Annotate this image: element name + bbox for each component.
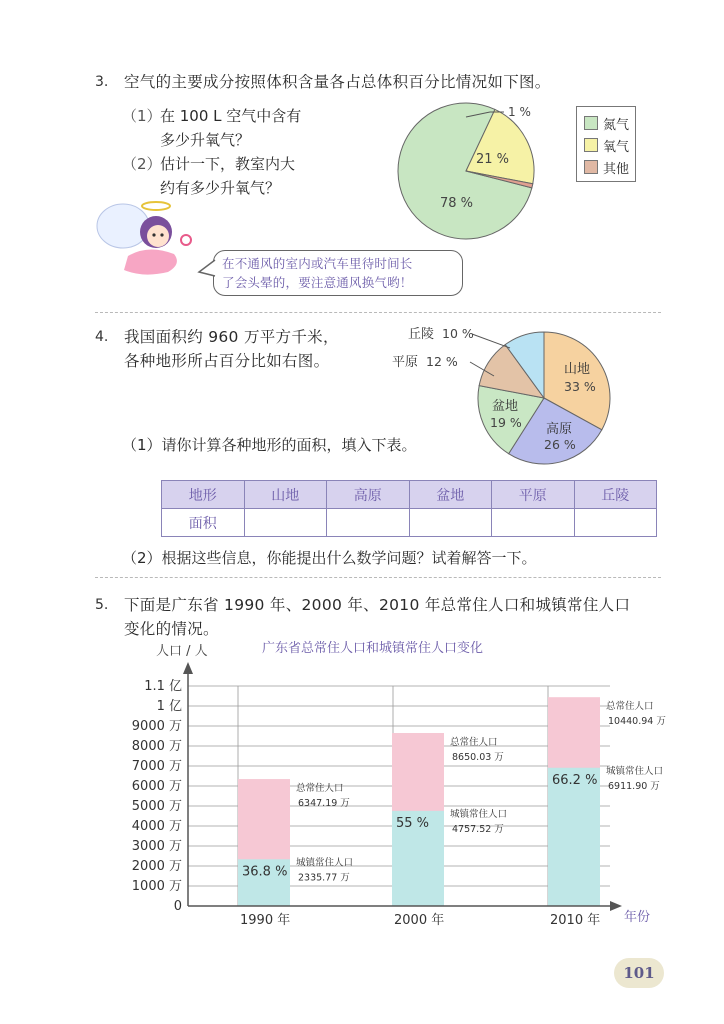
problem-5-intro-line1: 下面是广东省 1990 年、2000 年、2010 年总常住人口和城镇常住人口	[124, 596, 631, 614]
total-series-name: 总常住人口	[450, 736, 498, 748]
legend-item-nitrogen	[584, 112, 635, 134]
problem-3-q1-line1: 在 100 L 空气中含有	[160, 107, 302, 125]
legend-swatch-oxygen	[584, 138, 598, 152]
terrain-pie-chart	[380, 320, 640, 470]
problem-4-q2: （2）根据这些信息，你能提出什么数学问题？试着解答一下。	[122, 549, 537, 567]
legend-swatch-other	[584, 160, 598, 174]
table-row-label: 面积	[162, 509, 245, 537]
problem-3-number: 3.	[95, 74, 109, 90]
bar-chart-title: 广东省总常住人口和城镇常住人口变化	[262, 641, 484, 656]
bar-chart-ylabel: 人口 / 人	[156, 644, 208, 659]
x-axis-arrow-icon	[610, 901, 622, 911]
y-tick-label: 6000 万	[131, 779, 182, 794]
problem-3-q1-number: （1）	[122, 107, 162, 125]
terrain-label-plain-name: 平原	[392, 355, 419, 370]
terrain-label-basin-value: 19 %	[490, 415, 522, 430]
table-cell-basin[interactable]	[409, 509, 492, 537]
angel-body-icon	[124, 249, 177, 274]
bar-chart-xlabel: 年份	[624, 910, 651, 925]
problem-5-number: 5.	[95, 597, 109, 613]
problem-4-intro-line1: 我国面积约 960 万平方千米，	[124, 328, 339, 346]
air-pie-label-oxygen: 21 %	[476, 152, 510, 167]
total-value-label: 8650.03 万	[452, 751, 504, 763]
table-header-cell: 盆地	[409, 481, 492, 509]
x-tick-label: 2010 年	[550, 913, 601, 928]
table-cell-plain[interactable]	[492, 509, 575, 537]
air-pie-label-nitrogen: 78 %	[440, 196, 474, 211]
table-row	[162, 509, 657, 537]
legend-label-nitrogen: 氮气	[603, 117, 630, 133]
table-cell-mountain[interactable]	[244, 509, 327, 537]
legend-label-other: 其他	[603, 161, 630, 177]
problem-3-intro: 空气的主要成分按照体积含量各占总体积百分比情况如下图。	[124, 73, 551, 91]
y-tick-label: 5000 万	[131, 799, 182, 814]
urban-series-name: 城镇常住人口	[606, 765, 664, 777]
terrain-label-plain-value: 12 %	[426, 354, 458, 369]
problem-4-intro-line2: 各种地形所占百分比如右图。	[124, 352, 330, 370]
terrain-label-mountain-name: 山地	[564, 362, 591, 377]
problem-5-intro-line2: 变化的情况。	[124, 620, 219, 638]
urban-series-name: 城镇常住人口	[450, 808, 508, 820]
angel-ring-icon	[181, 235, 191, 245]
legend-item-other	[584, 156, 635, 178]
urban-value-label: 2335.77 万	[298, 872, 350, 884]
problem-3-q1-line2: 多少升氧气？	[160, 131, 251, 149]
problem-3-q2-line2: 约有多少升氧气？	[160, 179, 281, 197]
page-number: 101	[614, 958, 664, 988]
urban-series-name: 城镇常住人口	[296, 857, 354, 869]
y-tick-label: 1.1 亿	[144, 679, 182, 694]
terrain-label-hill-name: 丘陵	[408, 327, 435, 342]
total-series-name: 总常住人口	[296, 783, 344, 795]
terrain-label-plateau-name: 高原	[546, 422, 573, 437]
y-tick-label: 1000 万	[131, 879, 182, 894]
bubble-tail	[197, 258, 217, 280]
legend-item-oxygen	[584, 134, 635, 156]
terrain-leader-hill	[472, 334, 510, 348]
y-tick-label: 2000 万	[131, 859, 182, 874]
table-header-cell: 丘陵	[574, 481, 657, 509]
x-tick-label: 2000 年	[394, 913, 445, 928]
total-value-label: 10440.94 万	[608, 716, 666, 728]
y-tick-label: 3000 万	[131, 839, 182, 854]
y-tick-label: 9000 万	[131, 719, 182, 734]
table-header-cell: 平原	[492, 481, 575, 509]
y-tick-label: 0	[173, 899, 182, 914]
y-tick-label: 7000 万	[131, 759, 182, 774]
air-pie-label-other: 1 %	[508, 105, 531, 119]
table-cell-hill[interactable]	[574, 509, 657, 537]
bubble-line-2: 了会头晕的，要注意通风换气哟！	[222, 275, 413, 290]
y-axis-arrow-icon	[183, 662, 193, 674]
urban-percent-label: 66.2 %	[552, 772, 598, 788]
population-bar-chart	[110, 636, 670, 936]
table-header-row	[162, 481, 657, 509]
air-pie-chart	[390, 95, 570, 255]
angel-face-icon	[147, 225, 169, 247]
problem-3-q2-line1: 估计一下，教室内大	[160, 155, 296, 173]
terrain-label-plateau-value: 26 %	[544, 437, 576, 452]
urban-value-label: 4757.52 万	[452, 823, 504, 835]
x-tick-label: 1990 年	[240, 913, 291, 928]
table-cell-plateau[interactable]	[327, 509, 410, 537]
legend-label-oxygen: 氧气	[603, 139, 630, 155]
urban-percent-label: 36.8 %	[242, 864, 288, 880]
divider-1	[95, 312, 661, 313]
legend-swatch-nitrogen	[584, 116, 598, 130]
problem-3-q2-number: （2）	[122, 155, 162, 173]
problem-4-q1: （1）请你计算各种地形的面积，填入下表。	[122, 436, 417, 454]
terrain-label-basin-name: 盆地	[492, 399, 519, 414]
urban-value-label: 6911.90 万	[608, 780, 660, 792]
problem-4-number: 4.	[95, 329, 109, 345]
table-header-cell: 高原	[327, 481, 410, 509]
y-tick-label: 8000 万	[131, 739, 182, 754]
terrain-label-mountain-value: 33 %	[564, 379, 596, 394]
table-header-cell: 山地	[244, 481, 327, 509]
angel-illustration	[88, 198, 208, 284]
y-tick-label: 1 亿	[156, 699, 182, 714]
total-value-label: 6347.19 万	[298, 798, 350, 810]
y-tick-label: 4000 万	[131, 819, 182, 834]
bar-urban-population	[548, 768, 600, 906]
total-series-name: 总常住人口	[606, 701, 654, 713]
urban-percent-label: 55 %	[396, 815, 430, 831]
bubble-line-1: 在不通风的室内或汽车里待时间长	[222, 256, 413, 271]
angel-halo-icon	[142, 202, 170, 210]
terrain-label-hill-value: 10 %	[442, 326, 474, 341]
air-pie-legend	[576, 106, 636, 182]
terrain-area-table	[161, 480, 657, 537]
table-header-cell: 地形	[162, 481, 245, 509]
divider-2	[95, 577, 661, 578]
speech-bubble	[213, 250, 463, 296]
